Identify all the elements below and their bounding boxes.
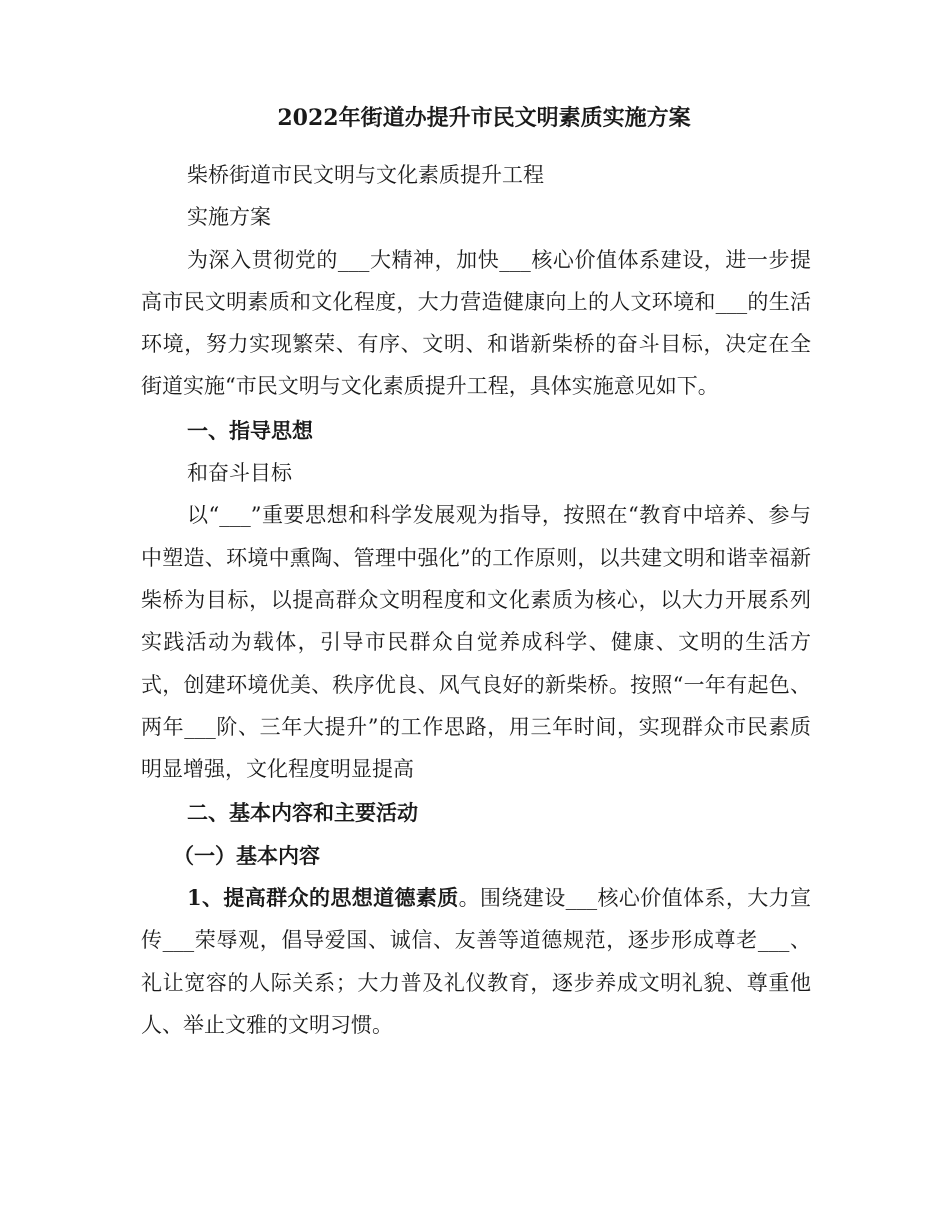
document-title: 2022年街道办提升市民文明素质实施方案: [277, 105, 691, 131]
subtitle-2: 实施方案: [187, 205, 271, 230]
item-1-paragraph: [141, 877, 811, 1046]
subtitle: 柴桥街道市民文明与文化素质提升工程: [187, 163, 544, 187]
section-2-subheading: （一）基本内容: [173, 842, 320, 868]
item-1-body: 。围绕建设___核心价值体系，大力宣传___荣辱观，倡导爱国、诚信、友善等道德规范，逐步形成尊老___、礼让宽容的人际关系；大力普及礼仪教育，逐步养成文明礼貌、尊重他人、举止文雅的文明习惯。: [141, 886, 811, 1037]
section-1-line: 和奋斗目标: [187, 461, 292, 486]
section-2-heading: 二、基本内容和主要活动: [187, 800, 418, 826]
section-1-body: 以“___”重要思想和科学发展观为指导，按照在“教育中培养、参与中塑造、环境中熏陶、管理中强化”的工作原则，以共建文明和谐幸福新柴桥为目标，以提高群众文明程度和文化素质为核心，以大力开展系列实践活动为载体，引导市民群众自觉养成科学、健康、文明的生活方式，创建环境优美、秩序优良、风气良好的新柴桥。按照“一年有起色、两年___阶、三年大提升”的工作思路，用三年时间，实现群众市民素质明显增强，文化程度明显提高: [141, 503, 811, 782]
item-1-lead: 1、提高群众的思想道德素质: [187, 885, 459, 911]
document-content: [141, 96, 811, 1046]
section-1-heading: 一、指导思想: [187, 417, 313, 443]
intro-paragraph: 为深入贯彻党的___大精神，加快___核心价值体系建设，进一步提高市民文明素质和文化程度，大力营造健康向上的人文环境和___的生活环境，努力实现繁荣、有序、文明、和谐新柴桥的奋斗目标，决定在全街道实施“市民文明与文化素质提升工程，具体实施意见如下。: [141, 247, 811, 399]
